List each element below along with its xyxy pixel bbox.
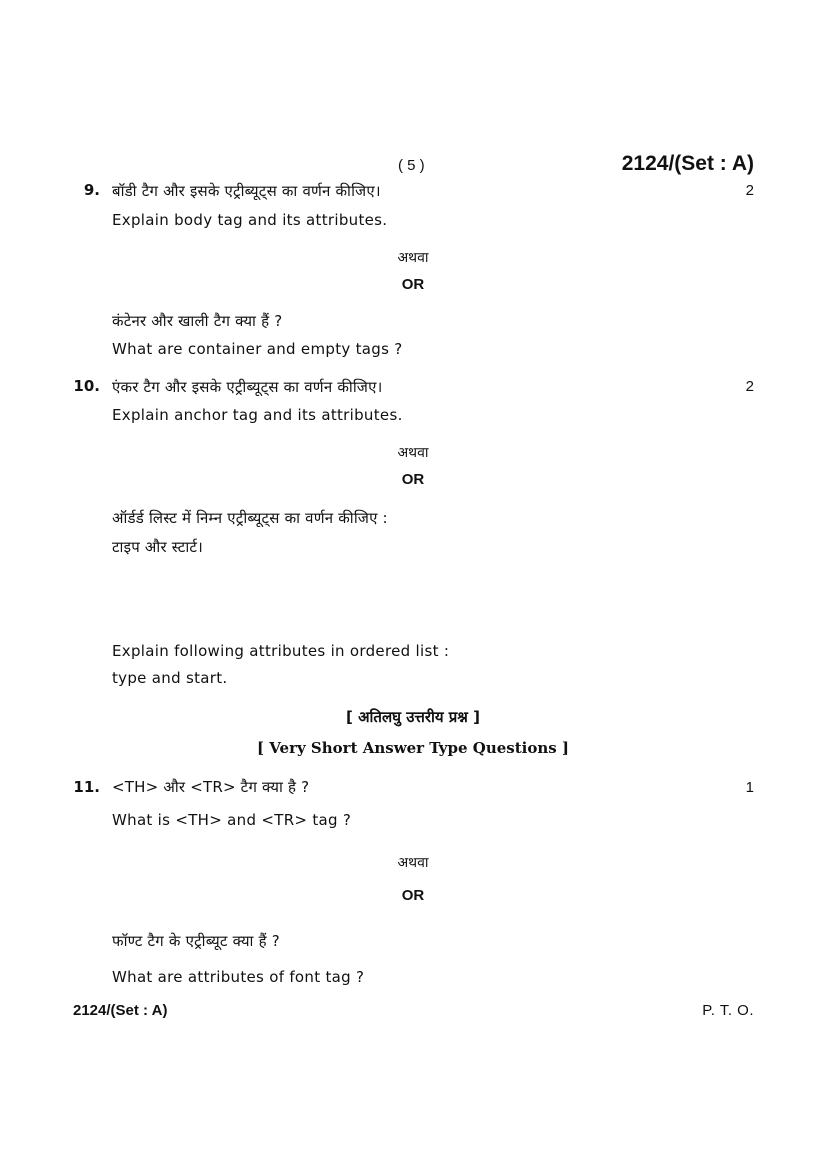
- alternative-text-english: Explain following attributes in ordered list :: [112, 642, 450, 660]
- question-text-english: Explain body tag and its attributes.: [112, 211, 388, 229]
- alternative-text-hindi: फॉण्ट टैग के एट्रीब्यूट क्या हैं ?: [112, 932, 280, 950]
- or-hindi: अथवा: [397, 445, 429, 461]
- question-marks: 1: [745, 779, 754, 796]
- question-number: 11.: [73, 778, 100, 796]
- paper-code-footer: 2124/(Set : A): [73, 1002, 168, 1019]
- or-english: OR: [401, 887, 425, 904]
- or-hindi: अथवा: [397, 855, 429, 871]
- question-text-english: Explain anchor tag and its attributes.: [112, 406, 403, 424]
- alternative-text-english: What are attributes of font tag ?: [112, 968, 365, 986]
- question-text-hindi: बॉडी टैग और इसके एट्रीब्यूट्स का वर्णन कीजिए।: [112, 182, 381, 200]
- section-heading-hindi: [ अतिलघु उत्तरीय प्रश्न ]: [346, 708, 480, 726]
- alternative-text-english: What are container and empty tags ?: [112, 340, 403, 358]
- question-text-english: What is <TH> and <TR> tag ?: [112, 811, 352, 829]
- page-number: ( 5 ): [398, 157, 425, 174]
- or-english: OR: [401, 276, 425, 293]
- question-marks: 2: [745, 182, 754, 199]
- alternative-text-english-2: type and start.: [112, 669, 228, 687]
- question-marks: 2: [745, 378, 754, 395]
- alternative-text-hindi: ऑर्डर्ड लिस्ट में निम्न एट्रीब्यूट्स का वर्णन कीजिए :: [112, 509, 388, 527]
- section-heading-english: [ Very Short Answer Type Questions ]: [256, 739, 570, 757]
- pto-label: P. T. O.: [702, 1002, 754, 1019]
- question-text-hindi: एंकर टैग और इसके एट्रीब्यूट्स का वर्णन कीजिए।: [112, 378, 383, 396]
- question-number: 9.: [83, 181, 100, 199]
- alternative-text-hindi-2: टाइप और स्टार्ट।: [112, 538, 204, 556]
- alternative-text-hindi: कंटेनर और खाली टैग क्या हैं ?: [112, 312, 283, 330]
- question-number: 10.: [73, 377, 100, 395]
- question-text-hindi: <TH> और <TR> टैग क्या है ?: [112, 778, 310, 796]
- or-hindi: अथवा: [397, 250, 429, 266]
- or-english: OR: [401, 471, 425, 488]
- paper-code-header: 2124/(Set : A): [621, 152, 754, 175]
